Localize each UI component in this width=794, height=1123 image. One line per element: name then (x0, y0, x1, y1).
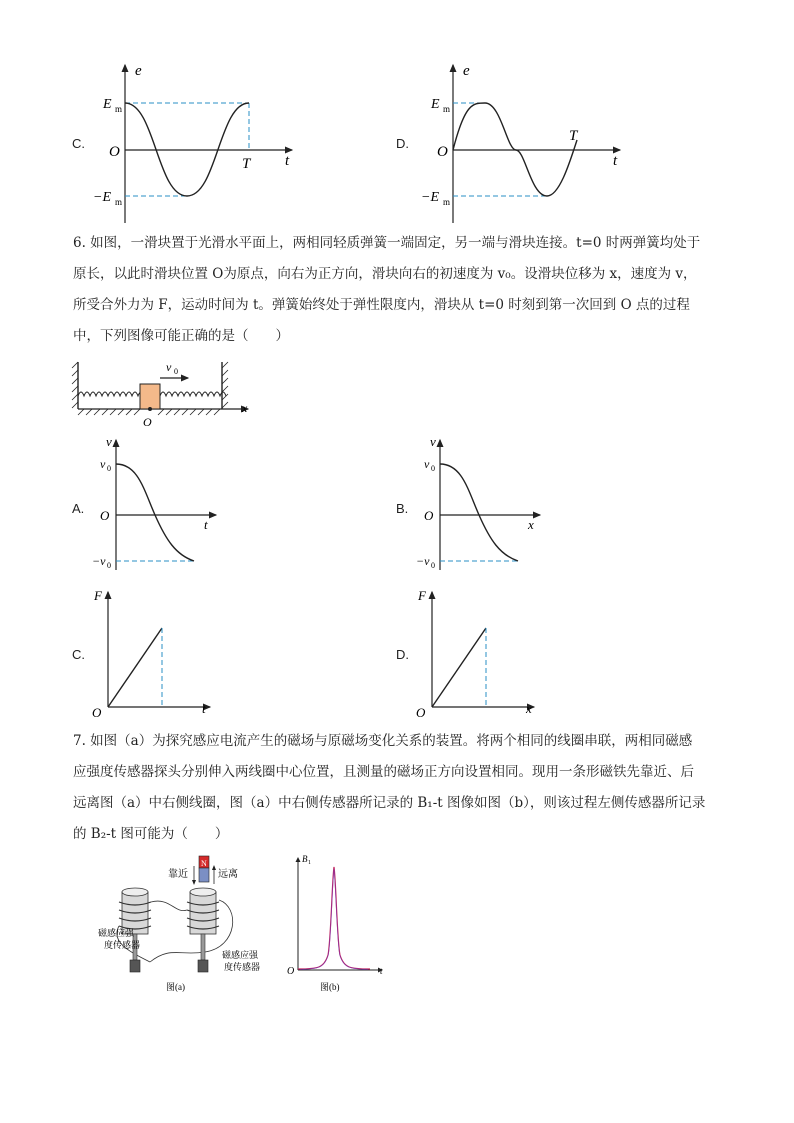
neg-em-tick-sub: m (443, 197, 451, 207)
y-axis-label: F (94, 588, 102, 603)
em-tick: E (103, 97, 112, 112)
x-axis-label: t (204, 517, 208, 532)
y-axis-sub: 1 (308, 860, 311, 866)
slider-block (140, 384, 160, 409)
v0-tick: v (424, 457, 430, 471)
v-x-curve (440, 464, 518, 561)
left-sensor-label-1: 磁感应强 (98, 928, 135, 938)
x-axis-label: x (528, 517, 534, 532)
q6-line-3: 所受合外力为 F，运动时间为 t。弹簧始终处于弹性限度内，滑块从 t=0 时刻到第一次回到 O 点的过程 (73, 297, 690, 313)
origin-dot (148, 407, 152, 411)
neg-em-tick-sub: m (115, 197, 123, 207)
y-axis-label: v (106, 434, 112, 449)
v-t-curve (116, 464, 194, 561)
q6-option-a-label[interactable]: A. (72, 501, 85, 516)
origin-label: O (100, 508, 110, 523)
q7-stem (73, 726, 723, 850)
fig-a-caption: 图(a) (166, 982, 185, 992)
v0-tick-sub: 0 (431, 464, 435, 473)
x-axis-label: t (285, 153, 290, 169)
q6-option-a-graph (92, 430, 228, 575)
right-sensor-label-1: 磁感应强 (222, 950, 259, 960)
origin-label: O (437, 144, 448, 160)
magnet-pole-label: N (201, 859, 207, 868)
y-axis-label: e (463, 63, 470, 79)
x-axis-label: t (613, 153, 618, 169)
em-tick-sub: m (443, 104, 451, 114)
q5-option-d-graph (423, 55, 638, 230)
em-tick: E (431, 97, 440, 112)
origin-label: O (416, 705, 426, 720)
y-axis-label: e (135, 63, 142, 79)
left-sensor-label-2: 度传感器 (104, 940, 141, 950)
q6-line-1: 6. 如图，一滑块置于光滑水平面上，两相同轻质弹簧一端固定，另一端与滑块连接。t=0 时两弹簧均处于 (73, 235, 701, 251)
q6-option-c-graph (90, 582, 225, 722)
x-axis-label: x (526, 701, 532, 716)
left-sensor (130, 960, 140, 972)
approach-label: 靠近 (168, 869, 188, 880)
right-spring (160, 392, 226, 396)
period-label: T (569, 128, 578, 144)
q7-line-4: 的 B₂-t 图可能为（ ） (73, 826, 229, 842)
q6-option-b-graph (416, 430, 552, 575)
velocity-sub: 0 (174, 367, 178, 376)
q7-line-2: 应强度传感器探头分别伸入两线圈中心位置，且测量的磁场正方向设置相同。现用一条形磁铁先靠近、后 (73, 764, 694, 780)
neg-em-tick: −E (93, 190, 111, 205)
magnet-s-pole (199, 868, 209, 882)
period-label: T (242, 156, 251, 172)
right-sensor (198, 960, 208, 972)
v0-tick: v (100, 457, 106, 471)
origin-label: O (287, 966, 295, 977)
f-x-line (432, 628, 486, 707)
neg-v0-tick-sub: 0 (107, 561, 111, 570)
x-axis-label: t (202, 701, 206, 716)
q6-option-d-label[interactable]: D. (396, 647, 409, 662)
origin-label: O (92, 705, 102, 720)
neg-em-tick: −E (421, 190, 439, 205)
neg-v0-tick: −v (416, 554, 430, 568)
origin-label: O (143, 415, 152, 429)
q6-spring-figure (70, 354, 260, 430)
y-axis-label: F (418, 588, 426, 603)
fig-b-caption: 图(b) (320, 982, 340, 992)
y-axis-label: v (430, 434, 436, 449)
q6-option-b-label[interactable]: B. (396, 501, 409, 516)
x-axis-label: t (380, 966, 383, 976)
origin-label: O (109, 144, 120, 160)
q5-option-c-label[interactable]: C. (72, 136, 85, 151)
b1-curve (298, 867, 370, 969)
f-t-line (108, 628, 162, 707)
y-axis-label: B (302, 854, 308, 864)
em-tick-sub: m (115, 104, 123, 114)
neg-v0-tick: −v (92, 554, 106, 568)
q6-line-2: 原长，以此时滑块位置 O为原点，向右为正方向，滑块向右的初速度为 v₀。设滑块位移为 x，速度为 v， (73, 266, 697, 282)
q7-line-1: 7. 如图（a）为探究感应电流产生的磁场与原磁场变化关系的装置。将两个相同的线圈串联，两相同磁感 (73, 733, 693, 749)
q6-stem (73, 228, 723, 352)
origin-label: O (424, 508, 434, 523)
v0-tick-sub: 0 (107, 464, 111, 473)
q6-option-c-label[interactable]: C. (72, 647, 85, 662)
q5-option-c-graph (95, 55, 310, 230)
q7-figure-a (98, 852, 290, 1000)
velocity-label: v (166, 360, 172, 374)
right-sensor-label-2: 度传感器 (224, 962, 261, 972)
q7-line-3: 远离图（a）中右侧线圈，图（a）中右侧传感器所记录的 B₁-t 图像如图（b），则该过程左侧传感器所记录 (73, 795, 706, 811)
q7-figure-b (282, 850, 392, 1000)
q5-option-d-label[interactable]: D. (396, 136, 409, 151)
neg-v0-tick-sub: 0 (431, 561, 435, 570)
q6-line-4: 中，下列图像可能正确的是（ ） (73, 328, 289, 344)
q6-option-d-graph (414, 582, 549, 722)
x-label: x (242, 401, 248, 415)
left-spring (78, 392, 144, 396)
leave-label: 远离 (218, 869, 238, 880)
